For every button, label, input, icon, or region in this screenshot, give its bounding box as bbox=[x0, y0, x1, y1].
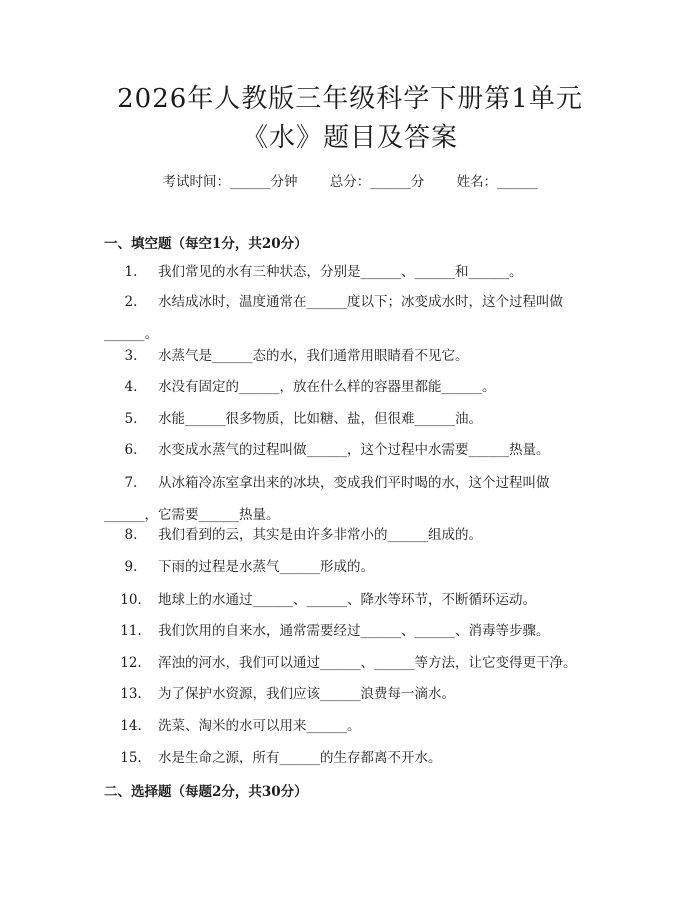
question-number: 11. bbox=[120, 623, 142, 639]
question-text: 我们看到的云，其实是由许多非常小的______组成的。 bbox=[158, 527, 482, 543]
question-number: 9. bbox=[124, 559, 138, 575]
question-text: 水能______很多物质，比如糖、盐，但很难______油。 bbox=[158, 411, 482, 427]
question-text: 水蒸气是______态的水，我们通常用眼睛看不见它。 bbox=[158, 348, 469, 364]
section2-heading: 二、选择题（每题2分，共30分） bbox=[104, 784, 308, 800]
fill-blank-question bbox=[104, 346, 604, 366]
fill-blank-question bbox=[104, 292, 604, 344]
question-number: 5. bbox=[124, 411, 138, 427]
question-text: 水变成水蒸气的过程叫做______，这个过程中水需要______热量。 bbox=[158, 442, 550, 458]
page-title-line2: 《水》题目及答案 bbox=[241, 123, 458, 153]
question-text: 水结成冰时，温度通常在______度以下；冰变成水时，这个过程叫做 bbox=[158, 294, 563, 310]
page-title-line1: 2026年人教版三年级科学下册第1单元 bbox=[117, 84, 583, 114]
question-text: 我们常见的水有三种状态，分别是______、______和______。 bbox=[158, 264, 523, 280]
question-number: 8. bbox=[124, 527, 138, 543]
fill-blank-question bbox=[104, 621, 604, 641]
fill-blank-question bbox=[104, 440, 604, 460]
question-text-continued: ______。 bbox=[104, 326, 158, 342]
question-text: 我们饮用的自来水，通常需要经过______、______、消毒等步骤。 bbox=[158, 623, 550, 639]
question-number: 2. bbox=[124, 294, 138, 310]
question-number: 14. bbox=[120, 718, 142, 734]
question-text: 下雨的过程是水蒸气______形成的。 bbox=[158, 559, 374, 575]
question-number: 3. bbox=[124, 348, 138, 364]
question-text: 地球上的水通过______、______、降水等环节，不断循环运动。 bbox=[158, 592, 536, 608]
question-text: 洗菜、淘米的水可以用来______。 bbox=[158, 718, 361, 734]
fill-blank-question bbox=[104, 377, 604, 397]
question-number: 12. bbox=[120, 655, 142, 671]
fill-blank-question bbox=[104, 653, 604, 673]
fill-blank-question bbox=[104, 409, 604, 429]
exam-student-name: 姓名：______ bbox=[456, 174, 538, 190]
question-text: 从冰箱冷冻室拿出来的冰块，变成我们平时喝的水，这个过程叫做 bbox=[158, 475, 550, 491]
exam-time: 考试时间：______分钟 bbox=[162, 174, 298, 190]
question-number: 1. bbox=[124, 264, 138, 280]
section1-heading: 一、填空题（每空1分，共20分） bbox=[104, 236, 308, 252]
question-text: 为了保护水资源，我们应该______浪费每一滴水。 bbox=[158, 686, 455, 702]
fill-blank-question bbox=[104, 716, 604, 736]
fill-blank-question bbox=[104, 590, 604, 610]
question-number: 6. bbox=[124, 442, 138, 458]
question-text: 浑浊的河水，我们可以通过______、______等方法，让它变得更干净。 bbox=[158, 655, 577, 671]
question-number: 7. bbox=[124, 475, 138, 491]
question-number: 13. bbox=[120, 686, 142, 702]
question-text: 水没有固定的______，放在什么样的容器里都能______。 bbox=[158, 379, 496, 395]
fill-blank-question bbox=[104, 748, 604, 768]
question-text-continued: ______，它需要______热量。 bbox=[104, 507, 280, 523]
fill-blank-question bbox=[104, 262, 604, 282]
exam-total-score: 总分：______分 bbox=[329, 174, 425, 190]
question-number: 10. bbox=[120, 592, 142, 608]
question-number: 4. bbox=[124, 379, 138, 395]
fill-blank-question bbox=[104, 525, 604, 545]
question-number: 15. bbox=[120, 750, 142, 766]
exam-info bbox=[0, 170, 700, 190]
fill-blank-question bbox=[104, 684, 604, 704]
fill-blank-question bbox=[104, 473, 604, 525]
fill-blank-question bbox=[104, 557, 604, 577]
question-text: 水是生命之源，所有______的生存都离不开水。 bbox=[158, 750, 442, 766]
